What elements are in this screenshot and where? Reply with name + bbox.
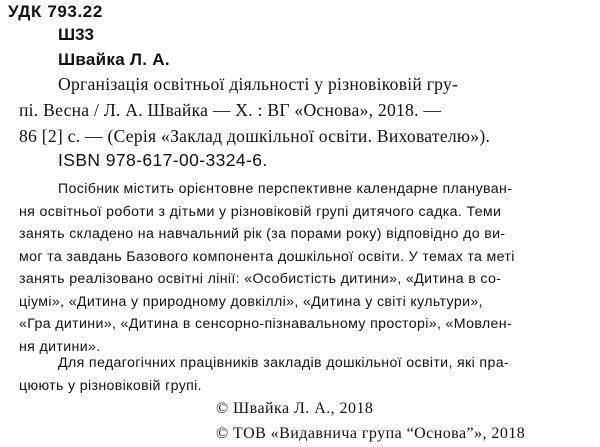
abstract-line: Посібник містить орієнтовне перспективне календарне плануван- [58,181,513,197]
copyright-publisher: © ТОВ «Видавнича група “Основа”», 2018 [216,425,526,442]
bibliographic-line: пі. Весна / Л. А. Швайка — Х. : ВГ «Основа», 2018. — [19,100,442,120]
bibliographic-line: 86 [2] с. — (Серія «Заклад дошкільної освіти. Вихователю»). [19,126,491,146]
author-mark: Ш33 [58,25,94,44]
abstract [19,178,599,358]
isbn: ISBN 978-617-00-3324-6. [58,150,268,170]
abstract-line: мог та завдань Базового компонента дошкільної освіти. У темах та меті [19,248,515,265]
abstract-line: «Гра дитини», «Дитина в сенсорно-пізнавальному просторі», «Мовлен- [19,316,513,332]
bibliographic-line: Організація освітньої діяльності у різновіковій гру- [58,74,459,94]
audience-line: Для педагогічних працівників закладів дошкільної освіти, які пра- [58,355,510,371]
abstract-line: ня освітньої роботи з дітьми у різновіковій групі дитячого садка. Теми [19,203,502,220]
abstract-line: ня дитини». [19,338,101,355]
audience-line: цюють у різновіковій групі. [19,377,202,394]
abstract-line: ціумі», «Дитина у природному довкіллі», «Дитина у світі культури», [19,293,483,310]
bibliographic-description [19,71,600,149]
abstract-line: занять реалізовано освітні лінії: «Особистість дитини», «Дитина в со- [19,271,502,287]
author-name: Швайка Л. А. [58,50,170,69]
abstract-line: занять складено на навчальний рік (за порами року) відповідно до ви- [19,226,506,242]
udc-code: УДК 793.22 [8,2,103,21]
target-audience [19,352,599,397]
copyright-author: © Швайка Л. А., 2018 [216,400,374,417]
